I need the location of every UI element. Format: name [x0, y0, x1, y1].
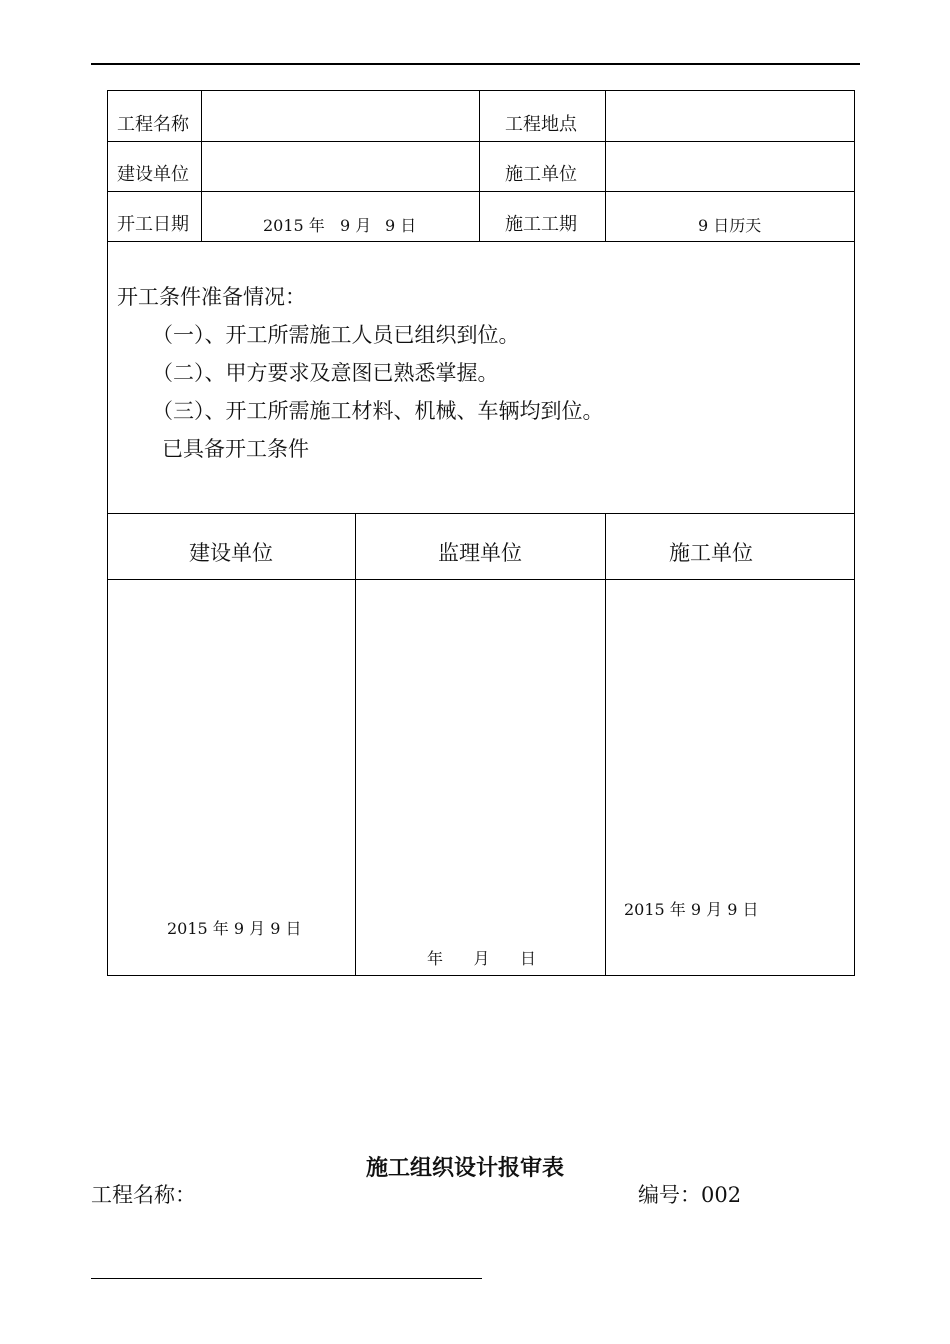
condition-item: （二）、甲方要求及意图已熟悉掌握。 — [152, 361, 499, 385]
table-border — [107, 513, 855, 514]
table-border — [479, 90, 480, 242]
table-border — [201, 90, 202, 242]
table-border — [605, 90, 606, 242]
conditions-heading: 开工条件准备情况： — [117, 285, 306, 309]
start-date-year: 2015 年 — [263, 216, 325, 235]
start-date-day: 9 日 — [385, 216, 417, 235]
table-border — [107, 141, 855, 142]
table-border — [107, 579, 855, 580]
underline-rule — [91, 1278, 482, 1279]
sign-header-owner: 建设单位 — [189, 541, 273, 565]
project-name-field-label: 工程名称： — [91, 1183, 196, 1207]
condition-item: （三）、开工所需施工材料、机械、车辆均到位。 — [152, 399, 604, 423]
owner-label: 建设单位 — [117, 164, 189, 185]
form-title: 施工组织设计报审表 — [366, 1155, 565, 1181]
start-date-label: 开工日期 — [117, 214, 189, 235]
table-border — [854, 90, 855, 976]
condition-item: （一）、开工所需施工人员已组织到位。 — [152, 323, 520, 347]
conditions-conclusion: 已具备开工条件 — [162, 437, 309, 461]
table-border — [107, 975, 855, 976]
table-border — [355, 513, 356, 976]
start-date-month: 9 月 — [340, 216, 372, 235]
duration-label: 施工工期 — [505, 214, 577, 235]
header-rule — [91, 63, 860, 65]
owner-sign-date: 2015 年 9 月 9 日 — [167, 919, 302, 938]
table-border — [107, 241, 855, 242]
project-name-label: 工程名称 — [117, 114, 189, 135]
project-location-label: 工程地点 — [505, 114, 577, 135]
table-border — [107, 90, 855, 91]
sign-header-contractor: 施工单位 — [669, 541, 753, 565]
table-border — [605, 513, 606, 976]
duration-value: 9 日历天 — [698, 216, 762, 235]
sign-header-supervisor: 监理单位 — [438, 541, 522, 565]
contractor-label: 施工单位 — [505, 164, 577, 185]
table-border — [107, 191, 855, 192]
contractor-sign-date: 2015 年 9 月 9 日 — [624, 900, 759, 919]
supervisor-sign-date: 年 月 日 — [427, 949, 537, 968]
form-number: 编号：002 — [638, 1183, 742, 1207]
table-border — [107, 90, 108, 976]
